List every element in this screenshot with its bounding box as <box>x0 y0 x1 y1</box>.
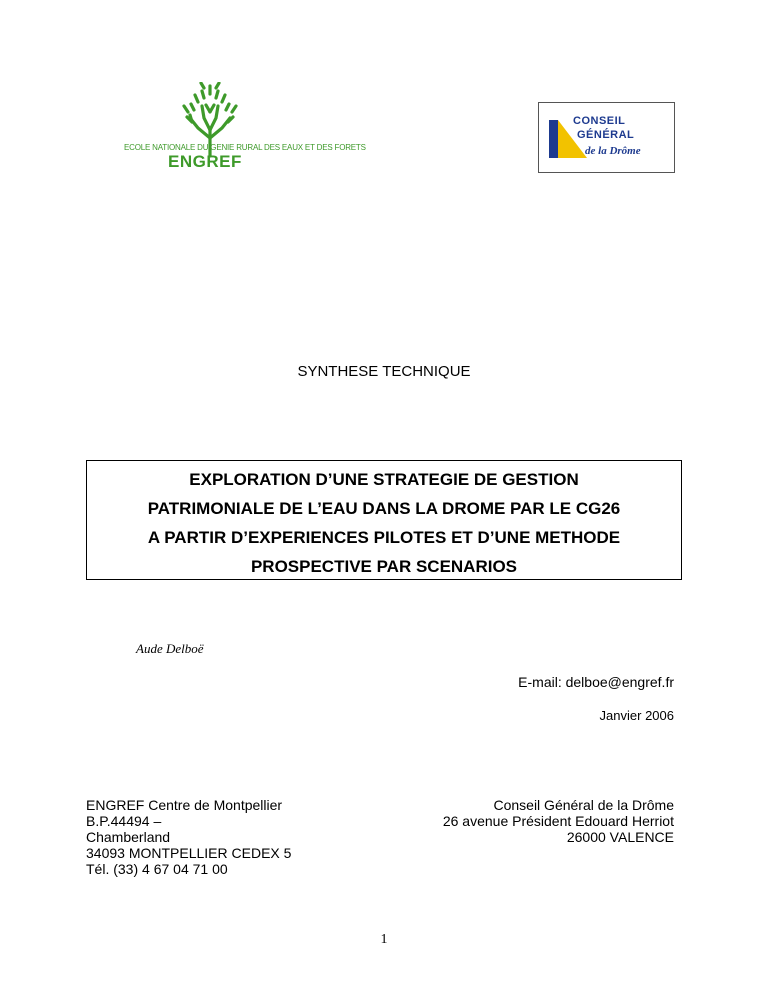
conseil-general-address <box>443 797 674 845</box>
title-line: EXPLORATION D’UNE STRATEGIE DE GESTION <box>189 470 579 489</box>
title-line: PATRIMONIALE DE L’EAU DANS LA DROME PAR LE CG26 <box>147 499 621 518</box>
author-name: Aude Delboë <box>136 641 204 656</box>
address-line: B.P.44494 – <box>86 813 162 829</box>
cg-logo-line1: CONSEIL <box>573 115 626 127</box>
address-line: ENGREF Centre de Montpellier <box>86 797 283 813</box>
page-number: 1 <box>380 932 388 947</box>
author-email: E-mail: delboe@engref.fr <box>518 674 674 690</box>
engref-logo <box>124 82 394 182</box>
engref-acronym: ENGREF <box>168 152 242 171</box>
document-title <box>86 460 682 580</box>
address-line: Chamberland <box>86 829 171 845</box>
address-line: Tél. (33) 4 67 04 71 00 <box>86 861 228 877</box>
address-line: 26 avenue Président Edouard Herriot <box>442 813 674 829</box>
cg-logo-line3: de la Drôme <box>585 145 641 157</box>
title-line: A PARTIR D’EXPERIENCES PILOTES ET D’UNE METHODE <box>147 528 621 547</box>
address-line: 34093 MONTPELLIER CEDEX 5 <box>86 845 292 861</box>
address-line: 26000 VALENCE <box>566 829 674 845</box>
cg-logo-line2: GÉNÉRAL <box>577 129 635 141</box>
title-line: PROSPECTIVE PAR SCENARIOS <box>250 557 518 576</box>
address-line: Conseil Général de la Drôme <box>493 797 674 813</box>
conseil-general-logo <box>538 102 675 173</box>
engref-address <box>86 797 291 877</box>
document-type: SYNTHESE TECHNIQUE <box>297 363 471 380</box>
document-date: Janvier 2006 <box>599 708 674 723</box>
engref-school-name: ECOLE NATIONALE DU GENIE RURAL DES EAUX ET DES FORETS <box>124 143 366 152</box>
